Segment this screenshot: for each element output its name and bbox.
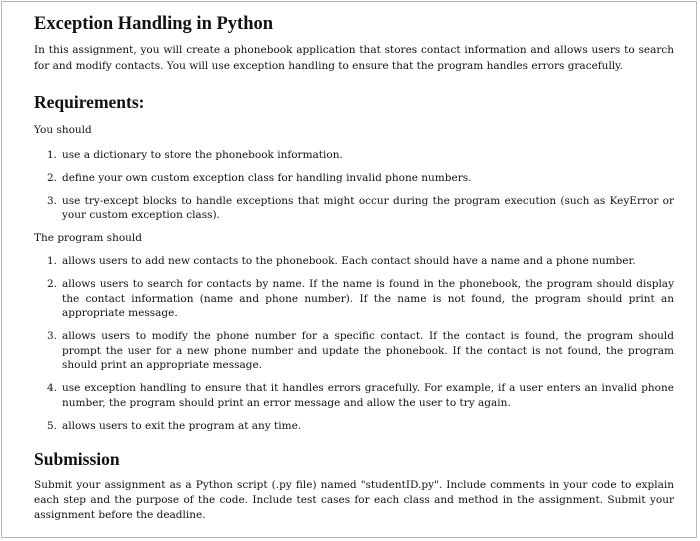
requirements-heading: Requirements: <box>34 92 145 112</box>
list-item-number: 3. <box>47 194 58 207</box>
list-item <box>34 419 674 434</box>
list-item-text: define your own custom exception class for handling invalid phone numbers. <box>62 171 472 184</box>
list-item-number: 1. <box>47 255 58 267</box>
requirements-list <box>34 148 674 223</box>
list-item <box>34 329 674 373</box>
program-lead: The program should <box>34 231 142 244</box>
list-item-number: 5. <box>47 419 58 432</box>
list-item-text: allows users to search for contacts by name. If the name is found in the phonebook, the program should display the contact information (name and phone number). If the name is not found, the program should print an appropriate message. <box>62 278 674 319</box>
list-item-text: allows users to exit the program at any time. <box>62 419 302 432</box>
document-page <box>1 1 697 538</box>
requirements-lead: You should <box>34 124 92 136</box>
submission-paragraph: Submit your assignment as a Python script (.py file) named "studentID.py". Include comments in your code to explain each step and the purpose of the code. Include test cases for each class and method in the assignment. Submit your assignment before the deadline. <box>34 479 674 521</box>
list-item-text: use try-except blocks to handle exceptions that might occur during the program execution (such as KeyError or your custom exception class). <box>62 194 674 221</box>
list-item <box>34 277 674 321</box>
list-item <box>34 254 674 269</box>
list-item-number: 3. <box>47 330 58 342</box>
list-item <box>34 194 674 223</box>
list-item-number: 1. <box>47 148 58 161</box>
document-content <box>34 13 674 523</box>
intro-paragraph: In this assignment, you will create a phonebook application that stores contact information and allows users to search for and modify contacts. You will use exception handling to ensure that the program handles errors gracefully. <box>34 44 674 72</box>
submission-heading: Submission <box>34 449 120 469</box>
list-item-number: 2. <box>47 171 58 184</box>
list-item <box>34 381 674 410</box>
document-title: Exception Handling in Python <box>34 14 274 34</box>
program-requirements-list <box>34 254 674 433</box>
list-item-number: 2. <box>47 278 58 290</box>
list-item-text: use a dictionary to store the phonebook information. <box>62 148 343 161</box>
list-item <box>34 171 674 186</box>
list-item-number: 4. <box>47 382 58 394</box>
list-item-text: allows users to modify the phone number for a specific contact. If the contact is found, the program should prompt the user for a new phone number and update the phonebook. If the contact is not found, the program should print an appropriate message. <box>62 330 674 371</box>
list-item-text: allows users to add new contacts to the phonebook. Each contact should have a name and a phone number. <box>62 255 636 267</box>
list-item <box>34 148 674 163</box>
list-item-text: use exception handling to ensure that it handles errors gracefully. For example, if a user enters an invalid phone number, the program should print an error message and allow the user to try again. <box>62 382 674 409</box>
